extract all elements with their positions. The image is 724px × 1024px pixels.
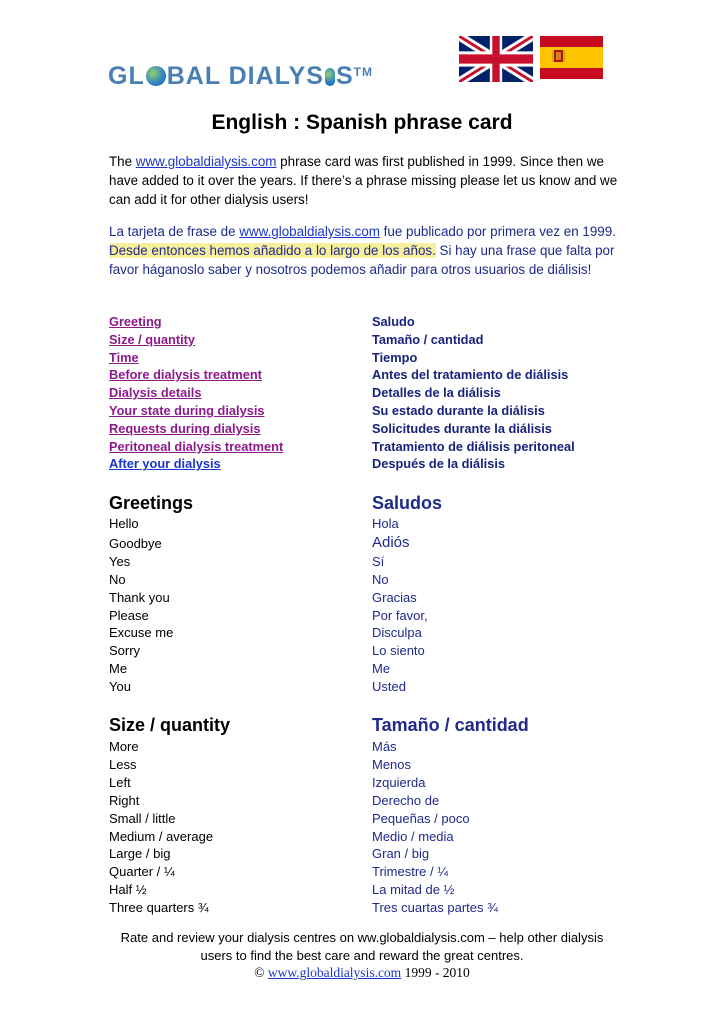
phrase-en: Three quarters ¾ bbox=[109, 900, 209, 916]
toc-es-item: Solicitudes durante la diálisis bbox=[372, 420, 552, 436]
phrase-en: Medium / average bbox=[109, 828, 214, 844]
phrase-es: Me bbox=[372, 661, 391, 677]
toc-es-item: Tiempo bbox=[372, 349, 418, 365]
phrase-es: Adiós bbox=[372, 533, 410, 551]
size-list-es bbox=[372, 738, 498, 917]
phrase-es: Derecho de bbox=[372, 792, 440, 808]
toc-link-state[interactable]: Your state during dialysis bbox=[109, 402, 265, 418]
globe-icon bbox=[146, 66, 166, 86]
phrase-en: Small / little bbox=[109, 810, 176, 826]
toc-es-item: Tratamiento de diálisis peritoneal bbox=[372, 438, 575, 454]
toc-link-after[interactable]: After your dialysis bbox=[109, 456, 221, 472]
phrase-en: You bbox=[109, 679, 131, 695]
phrase-es: Disculpa bbox=[372, 625, 422, 641]
phrase-es: Pequeñas / poco bbox=[372, 810, 470, 826]
phrase-es: No bbox=[372, 571, 389, 587]
phrase-en: Goodbye bbox=[109, 535, 162, 551]
toc-link-peritoneal[interactable]: Peritoneal dialysis treatment bbox=[109, 438, 284, 454]
uk-flag-icon[interactable] bbox=[459, 36, 533, 82]
phrase-en: Me bbox=[109, 661, 128, 677]
spain-flag-icon[interactable] bbox=[540, 36, 603, 79]
size-heading-es: Tamaño / cantidad bbox=[372, 715, 529, 735]
phrase-en: Large / big bbox=[109, 846, 171, 862]
phrase-es: Trimestre / ¼ bbox=[372, 864, 449, 880]
intro-spanish: La tarjeta de frase de www.globaldialysis.com fue publicado por primera vez en 1999. Desde entonces hemos añadido a lo largo de los años. Si hay una frase que falta por favor háganoslo saber y nosotros podemos añadir para otros usuarios de diálisis! bbox=[109, 224, 616, 277]
greetings-heading-es: Saludos bbox=[372, 493, 443, 513]
phrase-en: Please bbox=[109, 607, 149, 623]
toc-link-size[interactable]: Size / quantity bbox=[109, 331, 196, 347]
toc-es-item: Antes del tratamiento de diálisis bbox=[372, 367, 569, 383]
phrase-es: La mitad de ½ bbox=[372, 882, 455, 898]
greetings-list-en bbox=[109, 515, 173, 696]
footer-copyright: © www.globaldialysis.com 1999 - 2010 bbox=[254, 965, 470, 980]
phrase-en: More bbox=[109, 739, 139, 754]
phrase-es: Más bbox=[372, 739, 397, 754]
toc-es-item: Saludo bbox=[372, 314, 415, 329]
toc-link-details[interactable]: Dialysis details bbox=[109, 385, 202, 401]
phrase-en: Excuse me bbox=[109, 625, 174, 641]
intro-english: The www.globaldialysis.com phrase card was first published in 1999. Since then we have added to it over the years. If there’s a phrase missing please let us know and we can add it for other dialysis users! bbox=[109, 154, 618, 207]
phrase-en: Yes bbox=[109, 553, 131, 569]
toc-link-time[interactable]: Time bbox=[109, 349, 139, 365]
phrase-es: Usted bbox=[372, 679, 406, 695]
toc-english bbox=[109, 313, 283, 473]
phrase-es: Sí bbox=[372, 553, 385, 569]
logo-text-1: GL bbox=[108, 62, 145, 90]
footer-line-1: Rate and review your dialysis centres on ww.globaldialysis.com – help other dialysis bbox=[120, 930, 604, 945]
phrase-es: Tres cuartas partes ¾ bbox=[372, 900, 498, 916]
phrase-en: No bbox=[109, 571, 126, 587]
phrase-es: Gracias bbox=[372, 589, 417, 605]
phrase-en: Quarter / ¼ bbox=[109, 864, 175, 880]
globaldialysis-link-es[interactable]: www.globaldialysis.com bbox=[239, 224, 380, 239]
size-heading-en: Size / quantity bbox=[109, 715, 231, 735]
toc-es-item: Después de la diálisis bbox=[372, 456, 506, 472]
toc-spanish bbox=[372, 313, 575, 473]
toc-es-item: Detalles de la diálisis bbox=[372, 385, 501, 401]
globaldialysis-logo[interactable] bbox=[108, 62, 373, 91]
highlighted-text: Desde entonces hemos añadido a lo largo de los años. bbox=[109, 243, 436, 258]
phrase-es: Medio / media bbox=[372, 828, 454, 844]
phrase-es: Lo siento bbox=[372, 643, 425, 659]
trademark: TM bbox=[353, 65, 373, 79]
greetings-heading-en: Greetings bbox=[109, 493, 194, 513]
phrase-es: Menos bbox=[372, 756, 412, 772]
greetings-list-es bbox=[372, 515, 428, 696]
globe-icon-small bbox=[325, 68, 335, 86]
footer-text bbox=[0, 929, 724, 965]
phrase-es: Hola bbox=[372, 516, 399, 531]
phrase-en: Thank you bbox=[109, 589, 170, 605]
phrase-en: Right bbox=[109, 792, 140, 808]
phrase-es: Gran / big bbox=[372, 846, 430, 862]
toc-es-item: Tamaño / cantidad bbox=[372, 331, 484, 347]
toc-es-item: Su estado durante la diálisis bbox=[372, 402, 545, 418]
toc-link-greeting[interactable]: Greeting bbox=[109, 314, 162, 329]
globaldialysis-link[interactable]: www.globaldialysis.com bbox=[135, 154, 277, 169]
toc-link-before[interactable]: Before dialysis treatment bbox=[109, 367, 262, 383]
logo-text-3: S bbox=[335, 62, 354, 90]
phrase-es: Por favor, bbox=[372, 607, 428, 623]
size-list-en bbox=[109, 738, 213, 917]
phrase-en: Less bbox=[109, 756, 137, 772]
phrase-en: Half ½ bbox=[109, 882, 147, 898]
phrase-es: Izquierda bbox=[372, 774, 426, 790]
page-title: English : Spanish phrase card bbox=[211, 111, 513, 134]
phrase-en: Hello bbox=[109, 516, 139, 531]
footer-line-2: users to find the best care and reward the great centres. bbox=[200, 948, 524, 963]
phrase-en: Left bbox=[109, 774, 131, 790]
toc-link-requests[interactable]: Requests during dialysis bbox=[109, 420, 261, 436]
phrase-en: Sorry bbox=[109, 643, 141, 659]
footer-link[interactable]: www.globaldialysis.com bbox=[267, 965, 402, 980]
logo-text-2: BAL DIALYS bbox=[166, 62, 324, 90]
